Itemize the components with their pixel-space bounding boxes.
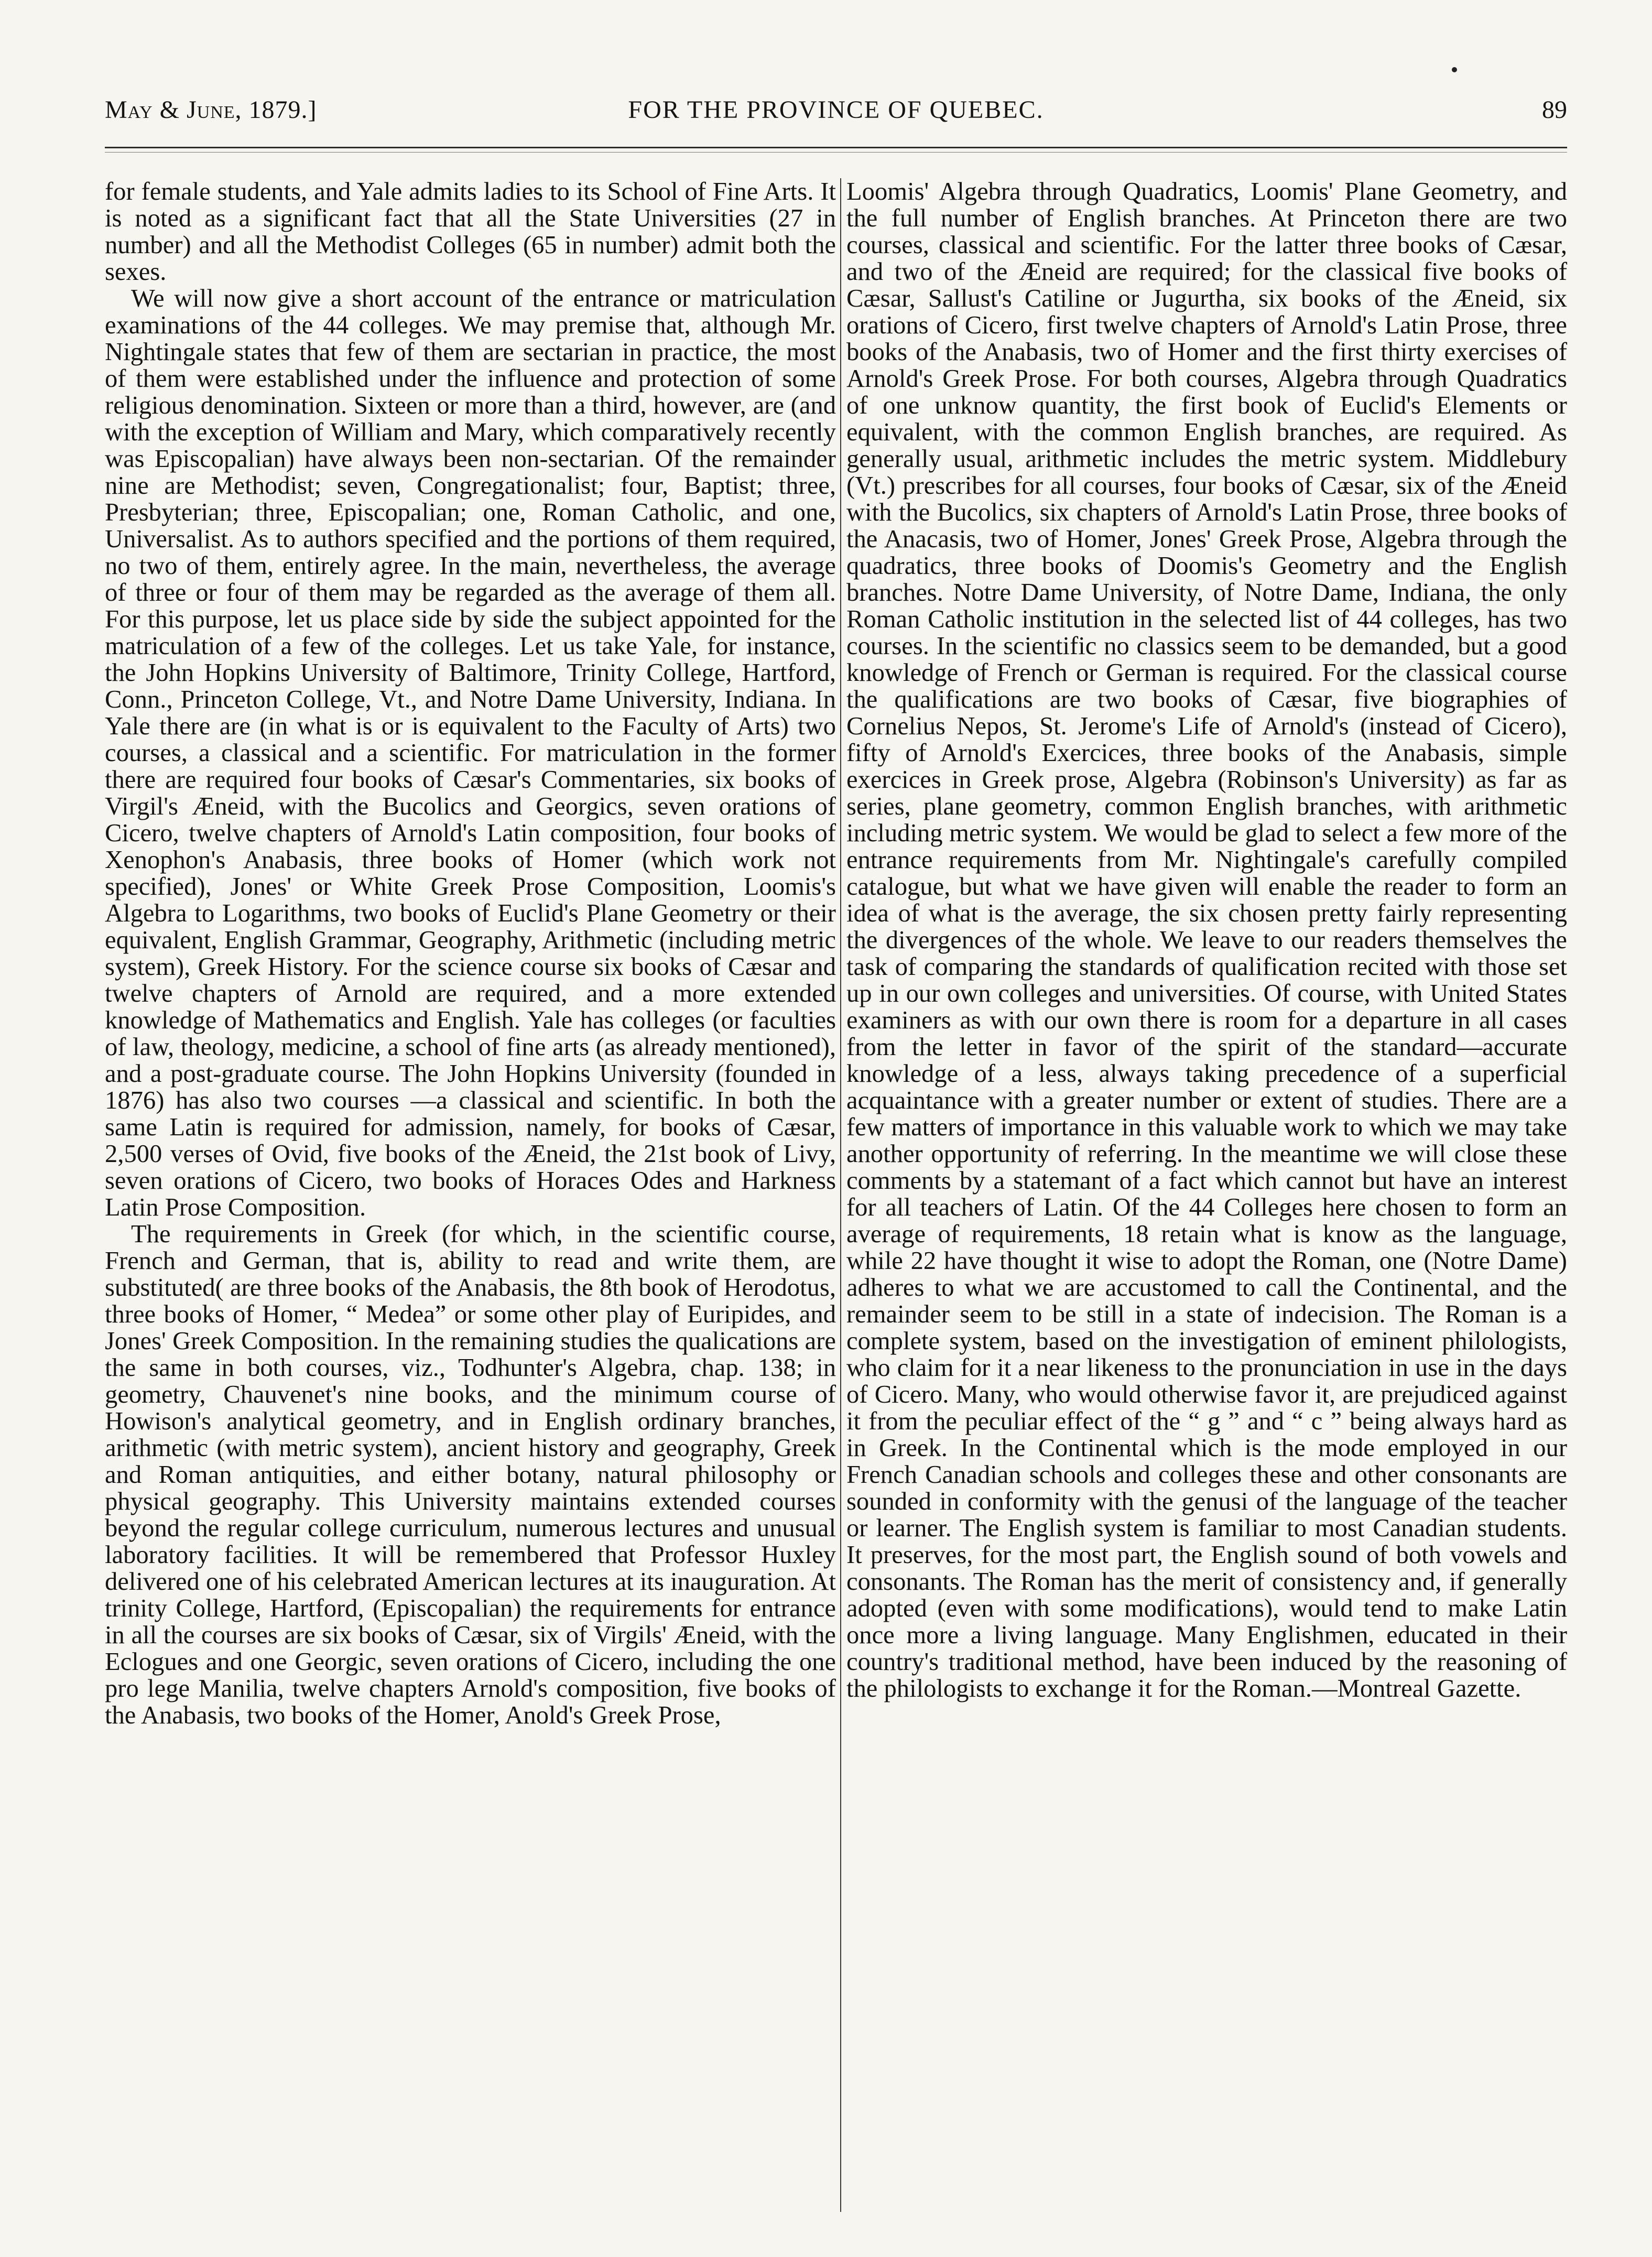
right-column <box>846 178 1567 1702</box>
ink-speck <box>1452 67 1457 72</box>
paragraph: The requirements in Greek (for which, in the scientific course, French and German, that is, ability to read and write them, are substituted( are three books of the Anabasis, the 8th book of Herodotus, three books of Homer, “ Medea” or some other play of Euripides, and Jones' Greek Composition. In the remaining studies the qualications are the same in both courses, viz., Todhunter's Algebra, chap. 138; in geometry, Chauvenet's nine books, and the minimum course of Howison's analytical geometry, and in English ordinary branches, arithmetic (with metric system), ancient history and geography, Greek and Roman antiquities, and either botany, natural philosophy or physical geography. This University maintains extended courses beyond the regular college curriculum, numerous lectures and unusual laboratory facilities. It will be remembered that Professor Huxley delivered one of his celebrated American lectures at its inauguration. At trinity College, Hartford, (Episcopalian) the requirements for entrance in all the courses are six books of Cæsar, six of Virgils' Æneid, with the Eclogues and one Georgic, seven orations of Cicero, including the one pro lege Manilia, twelve chapters Arnold's composition, five books of the Anabasis, two books of the Homer, Anold's Greek Prose, <box>105 1220 836 1729</box>
column-divider <box>840 178 841 2212</box>
paragraph: We will now give a short account of the entrance or matriculation examinations of the 44 colleges. We may premise that, although Mr. Nightingale states that few of them are sectarian in practice, the most of them were established under the influence and protection of some religious denomination. Sixteen or more than a third, however, are (and with the exception of William and Mary, which comparatively recently was Episcopalian) have always been non-sectarian. Of the remainder nine are Methodist; seven, Congregationalist; four, Baptist; three, Presbyterian; three, Episcopalian; one, Roman Catholic, and one, Universalist. As to authors specified and the portions of them required, no two of them, entirely agree. In the main, nevertheless, the average of three or four of them may be regarded as the average of them all. For this purpose, let us place side by side the subject appointed for the matriculation of a few of the colleges. Let us take Yale, for instance, the John Hopkins University of Baltimore, Trinity College, Hartford, Conn., Princeton College, Vt., and Notre Dame University, Indiana. In Yale there are (in what is or is equivalent to the Faculty of Arts) two courses, a classical and a scientific. For matriculation in the former there are required four books of Cæsar's Commentaries, six books of Virgil's Æneid, with the Bucolics and Georgics, seven orations of Cicero, twelve chapters of Arnold's Latin composition, four books of Xenophon's Anabasis, three books of Homer (which work not specified), Jones' or White Greek Prose Composition, Loomis's Algebra to Logarithms, two books of Euclid's Plane Geometry or their equivalent, English Grammar, Geography, Arithmetic (including metric system), Greek History. For the science course six books of Cæsar and twelve chapters of Arnold are required, and a more extended knowledge of Mathematics and English. Yale has colleges (or faculties of law, theology, medicine, a school of fine arts (as already mentioned), and a post-graduate course. The John Hopkins University (founded in 1876) has also two courses —a classical and scientific. In both the same Latin is required for admission, namely, for books of Cæsar, 2,500 verses of Ovid, five books of the Æneid, the 21st book of Livy, seven orations of Cicero, two books of Horaces Odes and Harkness Latin Prose Composition. <box>105 284 836 1221</box>
running-title: FOR THE PROVINCE OF QUEBEC. <box>628 96 1044 124</box>
page-number: 89 <box>1542 96 1567 124</box>
page-header <box>105 89 1567 131</box>
issue-date: May & June, 1879.] <box>105 96 317 124</box>
paragraph: Loomis' Algebra through Quadratics, Loomis' Plane Geometry, and the full number of English branches. At Princeton there are two courses, classical and scientific. For the latter three books of Cæsar, and two of the Æneid are required; for the classical five books of Cæsar, Sallust's Catiline or Jugurtha, six books of the Æneid, six orations of Cicero, first twelve chapters of Arnold's Latin Prose, three books of the Anabasis, two of Homer and the first thirty exercises of Arnold's Greek Prose. For both courses, Algebra through Quadratics of one unknow quantity, the first book of Euclid's Elements or equivalent, with the common English branches, are required. As generally usual, arithmetic includes the metric system. Middlebury (Vt.) prescribes for all courses, four books of Cæsar, six of the Æneid with the Bucolics, six chapters of Arnold's Latin Prose, three books of the Anacasis, two of Homer, Jones' Greek Prose, Algebra through the quadratics, three books of Doomis's Geometry and the English branches. Notre Dame University, of Notre Dame, Indiana, the only Roman Catholic institution in the selected list of 44 colleges, has two courses. In the scientific no classics seem to be demanded, but a good knowledge of French or German is required. For the classical course the qualifications are two books of Cæsar, five biographies of Cornelius Nepos, St. Jerome's Life of Arnold's (instead of Cicero), fifty of Arnold's Exercices, three books of the Anabasis, simple exercices in Greek prose, Algebra (Robinson's University) as far as series, plane geometry, common English branches, with arithmetic including metric system. We would be glad to select a few more of the entrance requirements from Mr. Nightingale's carefully compiled catalogue, but what we have given will enable the reader to form an idea of what is the average, the six chosen pretty fairly representing the divergences of the whole. We leave to our readers themselves the task of comparing the standards of qualification recited with those set up in our own colleges and universities. Of course, with United States examiners as with our own there is room for a departure in all cases from the letter in favor of the spirit of the standard—accurate knowledge of a less, always taking precedence of a superficial acquaintance with a greater number or extent of studies. There are a few matters of importance in this valuable work to which we may take another opportunity of referring. In the meantime we will close these comments by a statemant of a fact which cannot but have an interest for all teachers of Latin. Of the 44 Colleges here chosen to form an average of requirements, 18 retain what is know as the language, while 22 have thought it wise to adopt the Roman, one (Notre Dame) adheres to what we are accustomed to call the Continental, and the remainder seem to be still in a state of indecision. The Roman is a complete system, based on the investigation of eminent philologists, who claim for it a near likeness to the pronunciation in use in the days of Cicero. Many, who would otherwise favor it, are prejudiced against it from the peculiar effect of the “ g ” and “ c ” being always hard as in Greek. In the Continental which is the mode employed in our French Canadian schools and colleges these and other consonants are sounded in conformity with the genusi of the language of the teacher or learner. The English system is familiar to most Canadian students. It preserves, for the most part, the English sound of both vowels and consonants. The Roman has the merit of consistency and, if generally adopted (even with some modifications), would tend to make Latin once more a living language. Many Englishmen, educated in their country's traditional method, have been induced by the reasoning of the philologists to exchange it for the Roman.—Montreal Gazette. <box>846 177 1567 1702</box>
left-column <box>105 178 836 1729</box>
header-rule <box>105 147 1567 148</box>
header-rule-thin <box>105 152 1567 153</box>
paragraph: for female students, and Yale admits ladies to its School of Fine Arts. It is noted as a significant fact that all the State Universities (27 in number) and all the Methodist Colleges (65 in number) admit both the sexes. <box>105 177 836 286</box>
